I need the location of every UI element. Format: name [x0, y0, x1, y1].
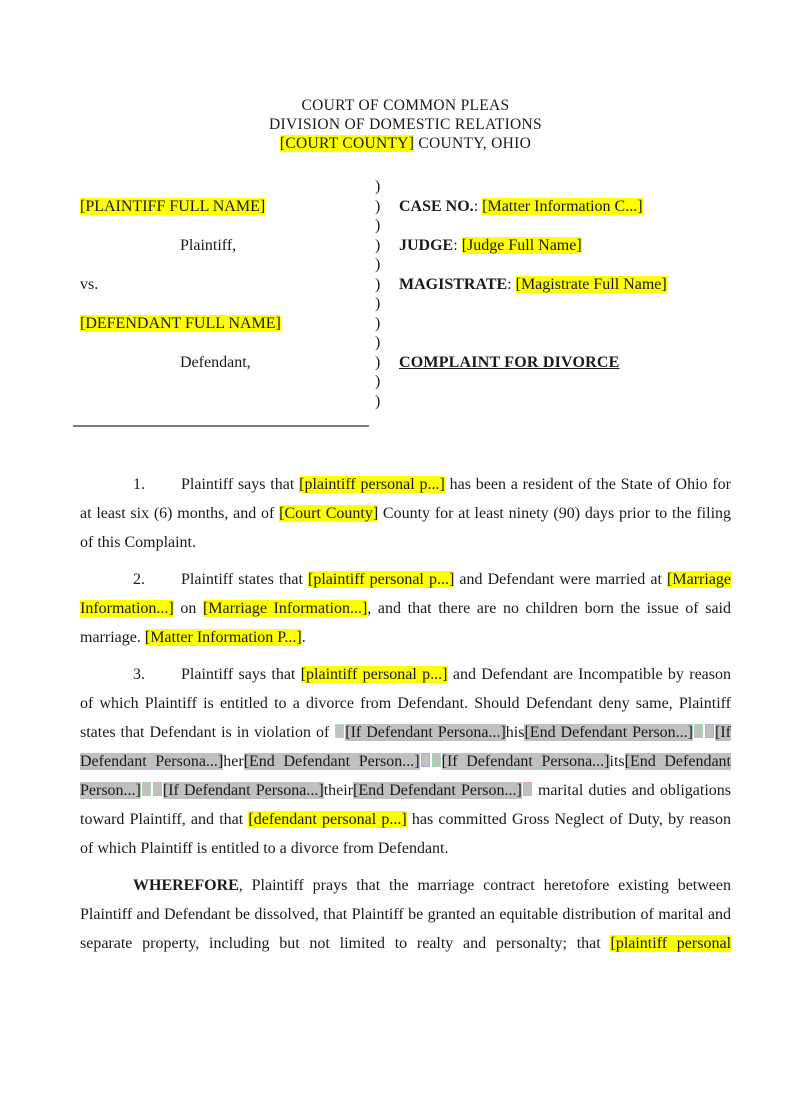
text-run: Plaintiff says that [181, 476, 300, 493]
caption-paren: ) [375, 392, 381, 410]
content-control-box-green [432, 753, 441, 767]
merge-field: [plaintiff personal [610, 935, 732, 952]
caption-paren: ) [375, 314, 381, 332]
conditional-field: [End Defendant Person...] [80, 753, 731, 799]
caption-paren: ) [375, 236, 381, 254]
caption-paren: ) [375, 217, 381, 234]
content-control-box-pink [153, 782, 162, 796]
text-run: 3. [133, 666, 145, 683]
plaintiff-name-field: [PLAINTIFF FULL NAME] [80, 197, 266, 215]
caption-paren: ) [375, 197, 381, 215]
text-run: has been a resident of the State of Ohio for at least six (6) months, and of [80, 476, 731, 522]
text-run: her [223, 753, 244, 770]
merge-field: [plaintiff personal p...] [308, 571, 455, 588]
header-line-court: COURT OF COMMON PLEAS [301, 97, 510, 114]
case-no-separator: : [473, 197, 483, 215]
merge-field: [Marriage Information...] [202, 600, 368, 617]
document-title: COMPLAINT FOR DIVORCE [399, 353, 620, 371]
caption-paren: ) [375, 373, 381, 390]
content-control-box-teal [335, 724, 344, 738]
merge-field: [Matter Information P...] [144, 629, 302, 646]
text-run: and Defendant were married at [454, 571, 668, 588]
text-run: . [301, 629, 306, 646]
caption-paren: ) [375, 256, 381, 273]
merge-field: [Marriage Information...] [80, 571, 732, 617]
conditional-field: [End Defendant Person...] [524, 724, 694, 741]
caption-paren-column [375, 177, 399, 411]
text-run: Plaintiff says that [181, 666, 301, 683]
merge-field: [plaintiff personal p...] [300, 666, 448, 683]
text-run: marital duties and obligations toward Plaintiff, and that [80, 782, 731, 828]
text-run: County for at least ninety (90) days prior to the filing of this Complaint. [80, 505, 732, 551]
magistrate-separator: : [507, 275, 516, 293]
caption-rule [73, 425, 369, 427]
judge-separator: : [453, 236, 462, 254]
defendant-label: Defendant, [180, 353, 251, 371]
conditional-field: [If Defendant Persona...] [345, 724, 506, 741]
text-run: , Plaintiff prays that the marriage contract heretofore existing between Plaintiff and Defendant be dissolved, that Plaintiff be granted an equitable distribution of marital and separate property, including but not limited to realty and personalty; that [80, 877, 731, 952]
text-run: on [173, 600, 203, 617]
document-body [80, 470, 731, 958]
judge-name-field: [Judge Full Name] [461, 236, 582, 254]
paragraph-2 [80, 565, 731, 652]
merge-field: [Court County] [279, 505, 379, 522]
county-ohio-text: COUNTY, OHIO [414, 135, 532, 152]
caption-parties-column [80, 177, 375, 411]
content-control-box-green [694, 724, 703, 738]
case-no-field: [Matter Information C...] [482, 197, 643, 215]
text-run: has committed Gross Neglect of Duty, by reason of which Plaintiff is entitled to a divorce from Defendant. [80, 811, 732, 857]
text-run: Plaintiff states that [181, 571, 308, 588]
text-run: 1. [133, 476, 145, 493]
magistrate-name-field: [Magistrate Full Name] [515, 275, 667, 293]
judge-label: JUDGE [399, 236, 454, 254]
header-line-county [80, 134, 731, 153]
text-run: and Defendant are Incompatible by reason of which Plaintiff is entitled to a divorce from Defendant. Should Defendant deny same, Plaintiff states that Defendant is in violation of [80, 666, 731, 741]
caption-paren: ) [375, 295, 381, 312]
magistrate-label: MAGISTRATE [399, 275, 508, 293]
paragraph-3 [80, 660, 731, 863]
content-control-box-blue [705, 724, 714, 738]
text-run: their [323, 782, 354, 799]
case-no-label: CASE NO. [399, 197, 474, 215]
conditional-field: [If Defendant Persona...] [162, 782, 324, 799]
content-control-box-green [142, 782, 151, 796]
merge-field: [plaintiff personal p...] [299, 476, 445, 493]
text-run: 2. [133, 571, 145, 588]
defendant-name-field: [DEFENDANT FULL NAME] [80, 314, 281, 332]
text-run: its [609, 753, 625, 770]
paragraph-1 [80, 470, 731, 557]
caption-case-info-column [399, 177, 731, 411]
vs-label: vs. [80, 275, 99, 293]
content-control-box-blue [421, 753, 430, 767]
merge-field: [defendant personal p...] [248, 811, 407, 828]
caption-paren: ) [375, 178, 381, 195]
content-control-box-pink [523, 782, 532, 796]
header-line-division: DIVISION OF DOMESTIC RELATIONS [269, 116, 542, 133]
caption-paren: ) [375, 275, 381, 293]
court-county-field: [COURT COUNTY] [279, 135, 415, 152]
bold-run: WHEREFORE [133, 877, 239, 894]
caption-paren: ) [375, 353, 381, 371]
paragraph-wherefore [80, 871, 731, 958]
conditional-field: [End Defendant Person...] [353, 782, 522, 799]
caption-paren: ) [375, 334, 381, 351]
case-caption [80, 177, 731, 411]
conditional-field: [End Defendant Person...] [243, 753, 420, 770]
conditional-field: [If Defendant Persona...] [80, 724, 731, 770]
court-header [80, 96, 731, 153]
conditional-field: [If Defendant Persona...] [441, 753, 610, 770]
text-run: , and that there are no children born the issue of said marriage. [80, 600, 731, 646]
plaintiff-label: Plaintiff, [180, 236, 237, 254]
text-run: his [505, 724, 525, 741]
